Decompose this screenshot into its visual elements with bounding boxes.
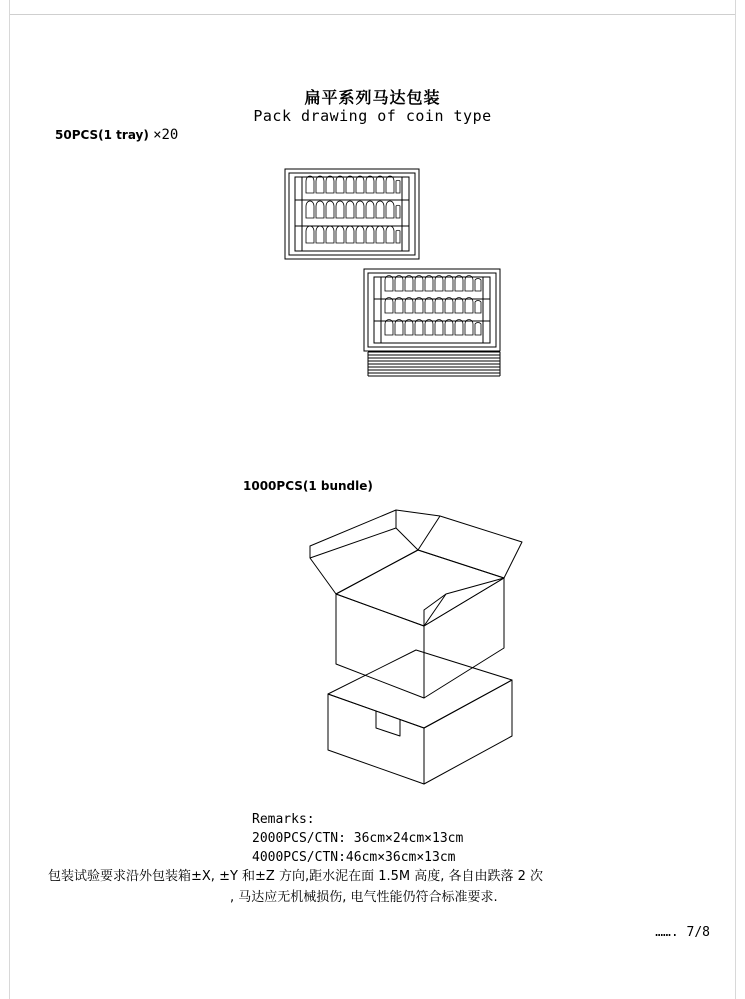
page-title-chinese: 扁平系列马达包装	[304, 88, 441, 107]
drop-test-note	[48, 866, 648, 908]
carton-figure	[300, 498, 550, 793]
bundle-quantity-label: 1000PCS(1 bundle)	[243, 479, 373, 493]
page-top-rule	[9, 14, 736, 15]
remarks-line-2: 4000PCS/CTN:46cm×36cm×13cm	[252, 850, 456, 865]
drop-test-note-line-2: , 马达应无机械损伤, 电气性能仍符合标准要求.	[230, 890, 498, 905]
page-number: ……. 7/8	[655, 925, 710, 940]
tray-top-view-figure	[284, 168, 420, 260]
tray-stack-figure	[363, 268, 505, 380]
tray-quantity-text: 50PCS(1 tray)	[55, 128, 149, 142]
tray-quantity-label	[55, 127, 178, 143]
remarks-line-1: 2000PCS/CTN: 36cm×24cm×13cm	[252, 831, 464, 846]
page-title-english: Pack drawing of coin type	[253, 107, 492, 125]
remarks-block	[252, 810, 463, 867]
page-left-rule	[9, 0, 10, 999]
page-right-rule	[735, 0, 736, 999]
drop-test-note-line-1: 包装试验要求沿外包装箱±X, ±Y 和±Z 方向,距水泥在面 1.5M 高度, 各自由跌落 2 次	[48, 869, 544, 884]
tray-multiplier-text: ×20	[153, 127, 179, 143]
remarks-heading: Remarks:	[252, 812, 315, 827]
